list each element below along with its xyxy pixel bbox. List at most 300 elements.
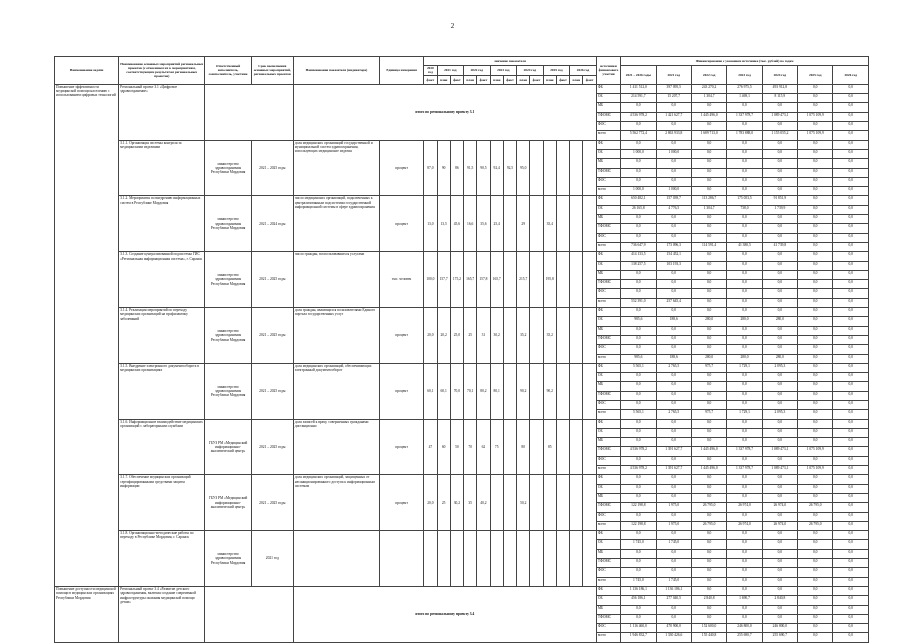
table-row xyxy=(55,475,869,484)
header-subyear: план xyxy=(437,75,450,84)
indicator-cell: доля медицинских организаций, обеспечивающих электронный документооборот xyxy=(293,363,379,419)
source-cell: ФБ xyxy=(596,308,620,317)
executor-cell: ГБУЗ РМ «Медицинский информационно-аналитический центр» xyxy=(205,475,251,531)
finance-value: 0,0 xyxy=(762,280,797,289)
finance-value: 0,0 xyxy=(798,335,833,344)
indicator-value: 62 xyxy=(477,419,490,475)
finance-value: 0,0 xyxy=(656,456,691,465)
finance-value: 0,0 xyxy=(727,400,762,409)
finance-value: 0,0 xyxy=(656,224,691,233)
finance-value: 0,0 xyxy=(621,493,656,502)
finance-value: 246 800,0 xyxy=(762,624,797,633)
finance-value: 0,0 xyxy=(762,187,797,196)
table-row xyxy=(55,419,869,428)
finance-value: 738,0 xyxy=(727,205,762,214)
finance-value: 0,0 xyxy=(798,428,833,437)
finance-value: 1 745,0 xyxy=(621,577,656,586)
finance-value: 0,0 xyxy=(762,149,797,158)
finance-value: 0,0 xyxy=(621,373,656,382)
indicator-cell: доля медицинских организаций, защищенных от несанкционированного доступа к информационным системам xyxy=(293,475,379,531)
indicator-value xyxy=(464,531,477,587)
indicator-value: 60,1 xyxy=(424,363,437,419)
finance-value: 0,0 xyxy=(833,382,869,391)
finance-value: 0,0 xyxy=(762,103,797,112)
finance-value: 246 800,0 xyxy=(727,624,762,633)
finance-value: 0,0 xyxy=(621,400,656,409)
finance-value: 0,0 xyxy=(727,270,762,279)
finance-value: 1 075 109,9 xyxy=(798,131,833,140)
finance-value: 470 900,0 xyxy=(656,624,691,633)
finance-value: 0,0 xyxy=(656,493,691,502)
finance-value: 0,0 xyxy=(621,122,656,131)
source-cell: ОБ xyxy=(596,261,620,270)
finance-value: 0,0 xyxy=(798,122,833,131)
finance-value: 15 207,7 xyxy=(656,94,691,103)
finance-value: 1 729,1 xyxy=(727,410,762,419)
project-total-label: итого по региональному проекту 3.1 xyxy=(293,84,596,140)
indicator-value xyxy=(556,419,569,475)
source-cell: ФБ xyxy=(596,419,620,428)
indicator-value xyxy=(450,531,463,587)
finance-value: 0,0 xyxy=(727,326,762,335)
finance-value: 0,0 xyxy=(621,438,656,447)
measure-cell: 3.1.1. Организация системы контроля за медицинскими изделиями xyxy=(119,140,205,196)
finance-value: 2 095,3 xyxy=(762,410,797,419)
indicator-value xyxy=(437,531,450,587)
indicator-value xyxy=(556,475,569,531)
finance-value: 0,0 xyxy=(798,540,833,549)
finance-value: 0,0 xyxy=(727,577,762,586)
finance-value: 0,0 xyxy=(691,577,726,586)
finance-value: 0,0 xyxy=(621,456,656,465)
term-cell: 2021 – 2025 годы xyxy=(251,140,293,196)
finance-value: 0,0 xyxy=(691,531,726,540)
finance-value: 0,0 xyxy=(621,382,656,391)
finance-value: 1 690,7 xyxy=(727,596,762,605)
indicator-value: 90 xyxy=(437,140,450,196)
finance-value: 114 591,4 xyxy=(691,242,726,251)
finance-value: 0,0 xyxy=(727,391,762,400)
finance-value: 0,0 xyxy=(727,605,762,614)
task-cell: Повышение эффективности медицинской помощи населению с использованием цифровых технологий xyxy=(55,84,119,586)
finance-value: 0,0 xyxy=(727,382,762,391)
finance-value: 0,0 xyxy=(798,289,833,298)
finance-value: 0,0 xyxy=(691,382,726,391)
source-cell: всего xyxy=(596,577,620,586)
finance-value: 0,0 xyxy=(833,419,869,428)
finance-value: 0,0 xyxy=(833,549,869,558)
source-cell: ОБ xyxy=(596,317,620,326)
finance-value: 0,0 xyxy=(691,103,726,112)
finance-value: 280,0 xyxy=(762,354,797,363)
finance-value: 0,0 xyxy=(762,233,797,242)
table-row xyxy=(55,363,869,372)
finance-value: 0,0 xyxy=(621,308,656,317)
finance-value: 1 337 978,7 xyxy=(727,112,762,121)
finance-value: 0,0 xyxy=(621,531,656,540)
indicator-value xyxy=(503,308,516,364)
indicator-value: 13,5 xyxy=(437,196,450,252)
finance-value: 280,0 xyxy=(727,354,762,363)
finance-value: 0,0 xyxy=(727,187,762,196)
finance-value: 0,0 xyxy=(656,140,691,149)
finance-value: 26 974,0 xyxy=(762,521,797,530)
finance-value: 0,0 xyxy=(691,308,726,317)
finance-value: 0,0 xyxy=(833,521,869,530)
finance-value: 0,0 xyxy=(833,326,869,335)
indicator-value xyxy=(530,196,543,252)
header-fin-year: 2026 год xyxy=(833,66,869,85)
unit-cell xyxy=(380,531,424,587)
source-cell: ТФОМС xyxy=(596,447,620,456)
finance-value: 0,0 xyxy=(621,140,656,149)
finance-value: 0,0 xyxy=(727,298,762,307)
indicator-value xyxy=(556,252,569,308)
finance-value: 0,0 xyxy=(833,187,869,196)
indicator-cell: доля записей к врачу, совершенных гражданами дистанционно xyxy=(293,419,379,475)
indicator-value: 16,6 xyxy=(464,196,477,252)
finance-value: 0,0 xyxy=(656,428,691,437)
finance-value: 650 482,1 xyxy=(621,196,656,205)
measure-cell: 3.1.3. Создание централизованной подсистемы ГИС «Региональная информационная система», г. Саранск xyxy=(119,252,205,308)
finance-value: 0,0 xyxy=(727,512,762,521)
indicator-value: 80,1 xyxy=(490,363,503,419)
indicator-value: 60 xyxy=(437,419,450,475)
finance-value: 0,0 xyxy=(621,280,656,289)
finance-value: 5 565,1 xyxy=(621,363,656,372)
finance-value: 0,0 xyxy=(798,149,833,158)
indicator-value xyxy=(570,308,583,364)
indicator-value: 195,8 xyxy=(543,252,556,308)
finance-value: 0,0 xyxy=(727,475,762,484)
finance-value: 0,0 xyxy=(833,84,869,93)
finance-value: 0,0 xyxy=(798,326,833,335)
finance-value: 41 739,8 xyxy=(762,242,797,251)
finance-value: 0,0 xyxy=(621,549,656,558)
indicator-value xyxy=(503,252,516,308)
finance-value: 1 330 426,6 xyxy=(656,633,691,642)
finance-value: 0,0 xyxy=(656,103,691,112)
finance-value: 26 974,0 xyxy=(727,521,762,530)
finance-value: 26 974,0 xyxy=(762,503,797,512)
indicator-value xyxy=(583,475,596,531)
finance-value: 0,0 xyxy=(798,308,833,317)
finance-value: 0,0 xyxy=(762,140,797,149)
indicator-value xyxy=(583,419,596,475)
indicator-value: 87,0 xyxy=(424,140,437,196)
finance-value: 0,0 xyxy=(762,335,797,344)
finance-value: 0,0 xyxy=(833,298,869,307)
page-number: 2 xyxy=(450,22,455,30)
indicator-value: 50 xyxy=(450,419,463,475)
finance-value: 0,0 xyxy=(656,122,691,131)
finance-value: 0,0 xyxy=(727,540,762,549)
finance-value: 0,0 xyxy=(798,382,833,391)
term-cell: 2021 – 2025 годы xyxy=(251,475,293,531)
empty-cell xyxy=(205,586,293,642)
project-cell: Региональный проект 3.4 «Развитие детского здравоохранения, включая создание современной инфраструктуры оказания медицинской помощи детям» xyxy=(119,586,205,642)
finance-value: 2 863 933,8 xyxy=(656,131,691,140)
finance-value: 255 690,7 xyxy=(762,633,797,642)
finance-value: 0,0 xyxy=(833,568,869,577)
finance-value: 0,0 xyxy=(691,428,726,437)
header-fin-year: 2021 – 2026 годы xyxy=(621,66,656,85)
source-cell: ОБ xyxy=(596,94,620,103)
indicator-value xyxy=(583,252,596,308)
finance-value: 4 536 978,2 xyxy=(621,466,656,475)
finance-value: 0,0 xyxy=(656,475,691,484)
indicator-value: 20,0 xyxy=(424,308,437,364)
indicator-value: 29 xyxy=(517,196,530,252)
finance-value: 0,0 xyxy=(833,540,869,549)
header-subyear: факт xyxy=(556,75,569,84)
indicator-cell: число медицинских организаций, подключенных к централизованным подсистемам государственной информационной системы в сфере здравоохранения xyxy=(293,196,379,252)
header-indicator-group: значение показателя xyxy=(424,57,597,66)
finance-value: 0,0 xyxy=(833,354,869,363)
finance-value: 0,0 xyxy=(798,456,833,465)
source-cell: ФБ xyxy=(596,363,620,372)
finance-value: 280,0 xyxy=(727,317,762,326)
indicator-value: 35,2 xyxy=(517,308,530,364)
finance-value: 0,0 xyxy=(798,633,833,642)
indicator-value xyxy=(583,196,596,252)
finance-value: 0,0 xyxy=(762,493,797,502)
finance-value: 985,6 xyxy=(621,317,656,326)
finance-value: 0,0 xyxy=(762,549,797,558)
finance-value: 0,0 xyxy=(691,475,726,484)
finance-value: 0,0 xyxy=(833,438,869,447)
finance-value: 1 136 186,1 xyxy=(656,586,691,595)
finance-value: 0,0 xyxy=(833,149,869,158)
finance-value: 0,0 xyxy=(833,363,869,372)
finance-value: 0,0 xyxy=(656,177,691,186)
finance-value: 456 186,1 xyxy=(621,596,656,605)
finance-value: 0,0 xyxy=(727,456,762,465)
finance-value: 0,0 xyxy=(656,345,691,354)
finance-value: 0,0 xyxy=(656,391,691,400)
finance-value: 0,0 xyxy=(691,614,726,623)
finance-value: 0,0 xyxy=(691,512,726,521)
finance-value: 0,0 xyxy=(798,270,833,279)
finance-value: 0,0 xyxy=(656,280,691,289)
finance-value: 0,0 xyxy=(621,335,656,344)
indicator-value: 91,5 xyxy=(464,140,477,196)
finance-value: 0,0 xyxy=(762,559,797,568)
indicator-value xyxy=(570,531,583,587)
indicator-value xyxy=(570,140,583,196)
finance-value: 0,0 xyxy=(691,187,726,196)
finance-value: 1 689 713,0 xyxy=(691,131,726,140)
indicator-value: 45,6 xyxy=(450,196,463,252)
finance-value: 0,0 xyxy=(833,317,869,326)
indicator-value xyxy=(503,196,516,252)
finance-value: 0,0 xyxy=(833,624,869,633)
finance-value: 1 136 186,1 xyxy=(621,586,656,595)
indicator-value: 20,2 xyxy=(437,308,450,364)
finance-value: 0,0 xyxy=(727,224,762,233)
finance-value: 0,0 xyxy=(762,586,797,595)
finance-value: 0,0 xyxy=(727,177,762,186)
indicator-value: 86 xyxy=(450,140,463,196)
source-cell: ФБ xyxy=(596,586,620,595)
header-subyear: план xyxy=(517,75,530,84)
finance-value: 975,7 xyxy=(691,410,726,419)
finance-value: 0,0 xyxy=(691,224,726,233)
source-cell: ТФОМС xyxy=(596,503,620,512)
measure-cell: 3.1.2. Мероприятия по внедрению информационных систем в Республике Мордовия xyxy=(119,196,205,252)
finance-value: 0,0 xyxy=(762,252,797,261)
finance-value: 1 445 496,0 xyxy=(691,447,726,456)
finance-value: 0,0 xyxy=(762,400,797,409)
source-cell: ФБ xyxy=(596,475,620,484)
finance-value: 0,0 xyxy=(798,94,833,103)
indicator-value xyxy=(570,252,583,308)
finance-value: 0,0 xyxy=(833,233,869,242)
finance-value: 0,0 xyxy=(762,438,797,447)
header-subyear: факт xyxy=(503,75,516,84)
finance-value: 0,0 xyxy=(727,280,762,289)
finance-value: 1 304,7 xyxy=(691,205,726,214)
finance-value: 0,0 xyxy=(798,280,833,289)
finance-value: 0,0 xyxy=(727,140,762,149)
indicator-cell: доля граждан, являющихся пользователями Единого портала государственных услуг xyxy=(293,308,379,364)
indicator-value: 92,4 xyxy=(490,140,503,196)
indicator-value xyxy=(424,531,437,587)
finance-value: 0,0 xyxy=(691,298,726,307)
finance-value: 0,0 xyxy=(798,614,833,623)
header-year: 2026 год xyxy=(570,66,597,75)
finance-value: 0,0 xyxy=(798,484,833,493)
source-cell: МБ xyxy=(596,326,620,335)
finance-value: 122 198,8 xyxy=(621,503,656,512)
header-fin-year: 2022 год xyxy=(691,66,726,85)
finance-value: 0,0 xyxy=(727,159,762,168)
executor-cell: министерство здравоохранения Республики Мордовия xyxy=(205,308,251,364)
term-cell: 2021 год xyxy=(251,531,293,587)
finance-value: 0,0 xyxy=(798,410,833,419)
source-cell: ФОС xyxy=(596,289,620,298)
finance-value: 0,0 xyxy=(656,382,691,391)
indicator-value xyxy=(530,531,543,587)
header-col4: Срок выполнения основных мероприятий, региональных проектов xyxy=(251,57,293,85)
finance-value: 0,0 xyxy=(762,605,797,614)
finance-value: 0,0 xyxy=(833,410,869,419)
source-cell: ТФОМС xyxy=(596,168,620,177)
finance-value: 277 040,5 xyxy=(656,596,691,605)
indicator-value: 80 xyxy=(517,419,530,475)
finance-value: 214 591,7 xyxy=(621,94,656,103)
term-cell: 2021 – 2025 годы xyxy=(251,419,293,475)
indicator-value: 30,2 xyxy=(450,475,463,531)
finance-value: 0,0 xyxy=(833,466,869,475)
finance-value: 0,0 xyxy=(798,596,833,605)
finance-value: 0,0 xyxy=(798,512,833,521)
finance-value: 0,0 xyxy=(656,159,691,168)
term-cell: 2021 – 2024 годы xyxy=(251,196,293,252)
finance-value: 0,0 xyxy=(691,289,726,298)
finance-value: 1 075 109,9 xyxy=(798,112,833,121)
finance-value: 0,0 xyxy=(833,140,869,149)
indicator-value xyxy=(530,140,543,196)
finance-value: 0,0 xyxy=(656,614,691,623)
finance-value: 0,0 xyxy=(833,122,869,131)
finance-value: 0,0 xyxy=(833,308,869,317)
finance-value: 0,0 xyxy=(691,345,726,354)
finance-value: 26 795,0 xyxy=(691,521,726,530)
finance-value: 1 155 055,2 xyxy=(762,131,797,140)
finance-value: 0,0 xyxy=(656,168,691,177)
finance-value: 0,0 xyxy=(833,159,869,168)
finance-value: 0,0 xyxy=(833,456,869,465)
finance-value: 0,0 xyxy=(833,605,869,614)
source-cell: ФОС xyxy=(596,568,620,577)
finance-value: 0,0 xyxy=(798,242,833,251)
finance-value: 1 975,0 xyxy=(656,521,691,530)
header-year: 2024 год xyxy=(517,66,544,75)
finance-value: 0,0 xyxy=(798,438,833,447)
finance-value: 0,0 xyxy=(833,112,869,121)
finance-value: 0,0 xyxy=(621,475,656,484)
indicator-value xyxy=(556,140,569,196)
finance-value: 4 536 978,2 xyxy=(621,112,656,121)
finance-value: 0,0 xyxy=(762,456,797,465)
finance-value: 26 795,0 xyxy=(691,503,726,512)
finance-value: 0,0 xyxy=(833,586,869,595)
finance-value: 0,0 xyxy=(798,568,833,577)
finance-value: 4 776,5 xyxy=(656,205,691,214)
finance-value: 0,0 xyxy=(798,419,833,428)
source-cell: МБ xyxy=(596,103,620,112)
indicator-value: 47 xyxy=(424,419,437,475)
executor-cell: министерство здравоохранения Республики Мордовия xyxy=(205,531,251,587)
table-row xyxy=(55,84,869,93)
indicator-value xyxy=(583,363,596,419)
program-table xyxy=(54,56,869,643)
finance-value: 0,0 xyxy=(798,317,833,326)
header-subyear: факт xyxy=(530,75,543,84)
finance-value: 0,0 xyxy=(727,614,762,623)
finance-value: 0,0 xyxy=(691,419,726,428)
finance-value: 0,0 xyxy=(762,177,797,186)
unit-cell: процент xyxy=(380,196,424,252)
indicator-cell: доля медицинских организаций государственной и муниципальной систем здравоохранения, использующих медицинские изделия xyxy=(293,140,379,196)
header-subyear: факт xyxy=(583,75,596,84)
source-cell: МБ xyxy=(596,605,620,614)
source-cell: ТФОМС xyxy=(596,335,620,344)
finance-value: 0,0 xyxy=(656,531,691,540)
finance-value: 0,0 xyxy=(798,196,833,205)
finance-value: 1 000,0 xyxy=(656,149,691,158)
header-col6: Единица измерения xyxy=(380,57,424,85)
finance-value: 493 912,8 xyxy=(762,84,797,93)
finance-value: 0,0 xyxy=(833,280,869,289)
indicator-value: 92,5 xyxy=(503,140,516,196)
finance-value: 4 536 978,2 xyxy=(621,447,656,456)
finance-value: 0,0 xyxy=(691,335,726,344)
source-cell: МБ xyxy=(596,549,620,558)
table-row xyxy=(55,586,869,595)
executor-cell: ГБУЗ РМ «Медицинский информационно-аналитический центр» xyxy=(205,419,251,475)
header-year: 2020 год xyxy=(424,66,437,75)
header-year: 2021 год xyxy=(437,66,464,75)
finance-value: 0,0 xyxy=(762,373,797,382)
finance-value: 0,0 xyxy=(798,354,833,363)
project-total-label: итого по региональному проекту 3.4 xyxy=(293,586,596,642)
finance-value: 0,0 xyxy=(762,270,797,279)
indicator-value: 31 xyxy=(477,308,490,364)
finance-value: 0,0 xyxy=(798,177,833,186)
finance-value: 1 000,0 xyxy=(621,149,656,158)
